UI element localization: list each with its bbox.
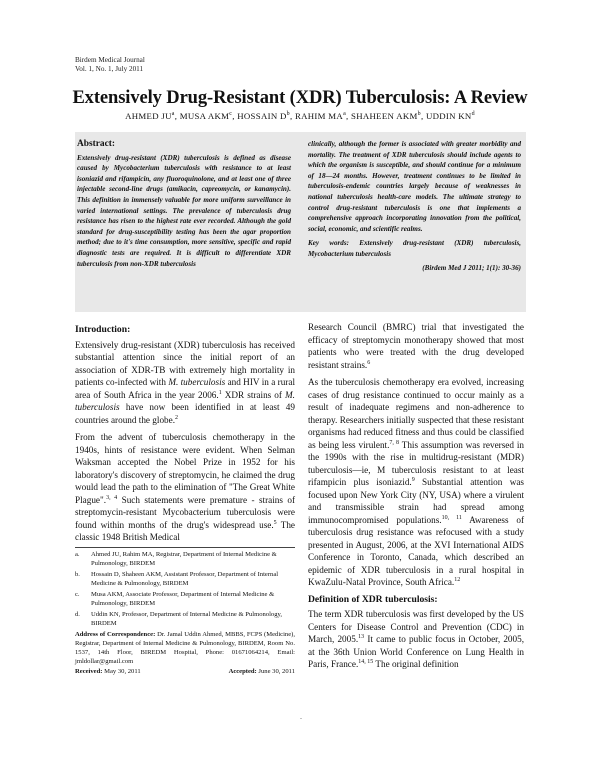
paragraph: As the tuberculosis chemotherapy era evolved, increasing cases of drug resistance continued to occur mainly as a result of inadequate regimens and non-adherence to therapy. Researchers initially suspected that these resistant organisms had reduced fitness and thus could be classified as being less virulent.$^{7, 8}$ This assumption was reversed in the 1990s with the rise in multidrug-resistant (MDR) tuberculosis—ie, M tuberculosis resistant to at least rifampicin plus isoniazid.$^9$ Substantial attention was focused upon New York City (NY, USA) where a virulent and transmissible strain had spread among immunocompromised populations.$^{10, 11}$ Awareness of tuberculosis drug resistance was refocused with a study presented in August, 2006, at the XVI International AIDS Conference in Toronto, Canada, which described an epidemic of XDR tuberculosis in a rural hospital in KwaZulu-Natal Province, South Africa.$^{12}$ [308,377,525,587]
author: MUSA AKM$^c$ [179,111,233,121]
affiliation-note: c. Musa AKM, Associate Professor, Department of Internal Medicine & Pulmonology, BIRDEM [75,591,275,607]
abstract-text-left: Extensively drug-resistant (XDR) tuberculosis is defined as disease caused by Mycobacterium tuberculosis with resistance to at least isoniazid and rifampicin, any fluoroquinolone, and at least one of three injectable second-line drugs (amikacin, capreomycin, or kanamycin). This definition in immensely valuable for more uniform surveillance in varied international settings. The prevalence of tuberculosis drug resistance has risen to the highest rate ever recorded. Although the gold standard for drug-susceptibility testing has been the agar proportion method; due to it's time consumption, more sensitive, specific and rapid diagnostic tests are required. It is difficult to differentiate XDR tuberculosis from non-XDR tuberculosis [77,153,291,268]
paragraph: From the advent of tuberculosis chemotherapy in the 1940s, hints of resistance were evident. When Selman Waksman accepted the Nobel Prize in 1952 for his laboratory's discovery of streptomycin, he claimed the drug would lead the path to the elimination of "The Great White Plague".$^{3, 4}$ Such statements were premature - strains of streptomycin-resistant Mycobacterium tuberculosis were found within months of the drug's widespread use.$^5$ The classic 1948 British Medical [75,432,296,542]
affiliation-note: d. Uddin KN, Professor, Department of Internal Medicine & Pulmonology, BIRDEM [75,611,283,627]
section-heading-definition: Definition of XDR tuberculosis: [308,593,438,605]
footnote-divider [75,547,295,548]
author: SHAHEEN AKM$^b$ [351,111,421,121]
page-mark: . [300,712,302,721]
section-heading-introduction: Introduction: [75,324,131,335]
paragraph: Extensively drug-resistant (XDR) tuberculosis has received substantial attention since the initial report of an association of XDR-TB with extremely high mortality in patients co-infected with M. tuberculosis and HIV in a rural area of South Africa in the year 2006.$^1$ XDR strains of M. tuberculosis have now been identified in at least 49 countries around the globe.$^2$ [75,339,295,425]
journal-volume: Vol. 1, No. 1, July 2011 [75,65,144,73]
article-title: Extensively Drug-Resistant (XDR) Tuberculosis: A Review [72,88,528,108]
body-right-column [308,321,524,676]
citation: (Birdem Med J 2011; 1(1): 30-36) [422,263,521,272]
abstract-left-column [77,139,291,269]
affiliation-note: b. Hossain D, Shaheen AKM, Assistant Professor, Department of Internal Medicine & Pulmonology, BIRDEM [75,571,279,587]
body-left-column [75,324,295,549]
author: RAHIM $MA^a$ [294,111,347,121]
submission-dates: Received: May 30, 2011 Accepted: June 30, 2011 [75,668,295,676]
paragraph: The term XDR tuberculosis was first developed by the US Centers for Disease Control and Prevention (CDC) in March, 2005.13 It came to public focus in October, 2005, at the 36th Union World Conference on Lung Health in Paris, France.$^{14, 15}$ The original definition [308,609,524,669]
paragraph: Research Council (BMRC) trial that investigated the efficacy of streptomycin monotherapy showed that most patients who were treated with the drug developed resistant strains.$^6$ [308,322,524,370]
journal-name: Birdem Medical Journal [75,56,145,64]
abstract-heading: Abstract: [77,139,116,149]
correspondence: Address of Correspondence: Dr. Jamal Uddin Ahmed, MBBS, FCPS (Medicine), Registrar, Department of Internal Medicine & Pulmonology, BIRDEM, Room No. 1537, 14th Floor, BIREDM Hospital, Phone: 01671064214, Email: jmldollar@gmail.com [75,631,295,665]
abstract-text-right: clinically, although the former is associated with greater morbidity and mortality. The treatment of XDR tuberculosis should include agents to which the organism is susceptible, and should continue for a minimum of 18—24 months. However, treatment continues to be limited in tuberculosis-endemic countries largely because of weaknesses in national tuberculosis health-care models. The ultimate strategy to control drug-resistant tuberculosis is one that implements a comprehensive approach incorporating innovation from the political, social, economic, and scientific realms. [308,140,521,233]
keywords: Key words: Extensively drug-resistant (XDR) tuberculosis, Mycobacterium tuberculosis [308,239,521,258]
author: HOSSAIN $D^b$ [237,111,290,121]
affiliation-note: a. Ahmed JU, Rahim MA, Registrar, Department of Internal Medicine & Pulmonology, BIRDEM [75,551,277,567]
author: AHMED $JU^a$ [125,111,175,121]
footnotes [75,551,295,677]
journal-header [75,56,145,74]
author: UDDIN $KN^d$ [425,111,475,121]
author-list: AHMED $JU^a$, MUSA AKM$^c$, HOSSAIN $D^b$, RAHIM $MA^a$, SHAHEEN AKM$^b$, UDDIN $KN^d$ [125,111,475,121]
abstract-right-column [308,139,521,273]
